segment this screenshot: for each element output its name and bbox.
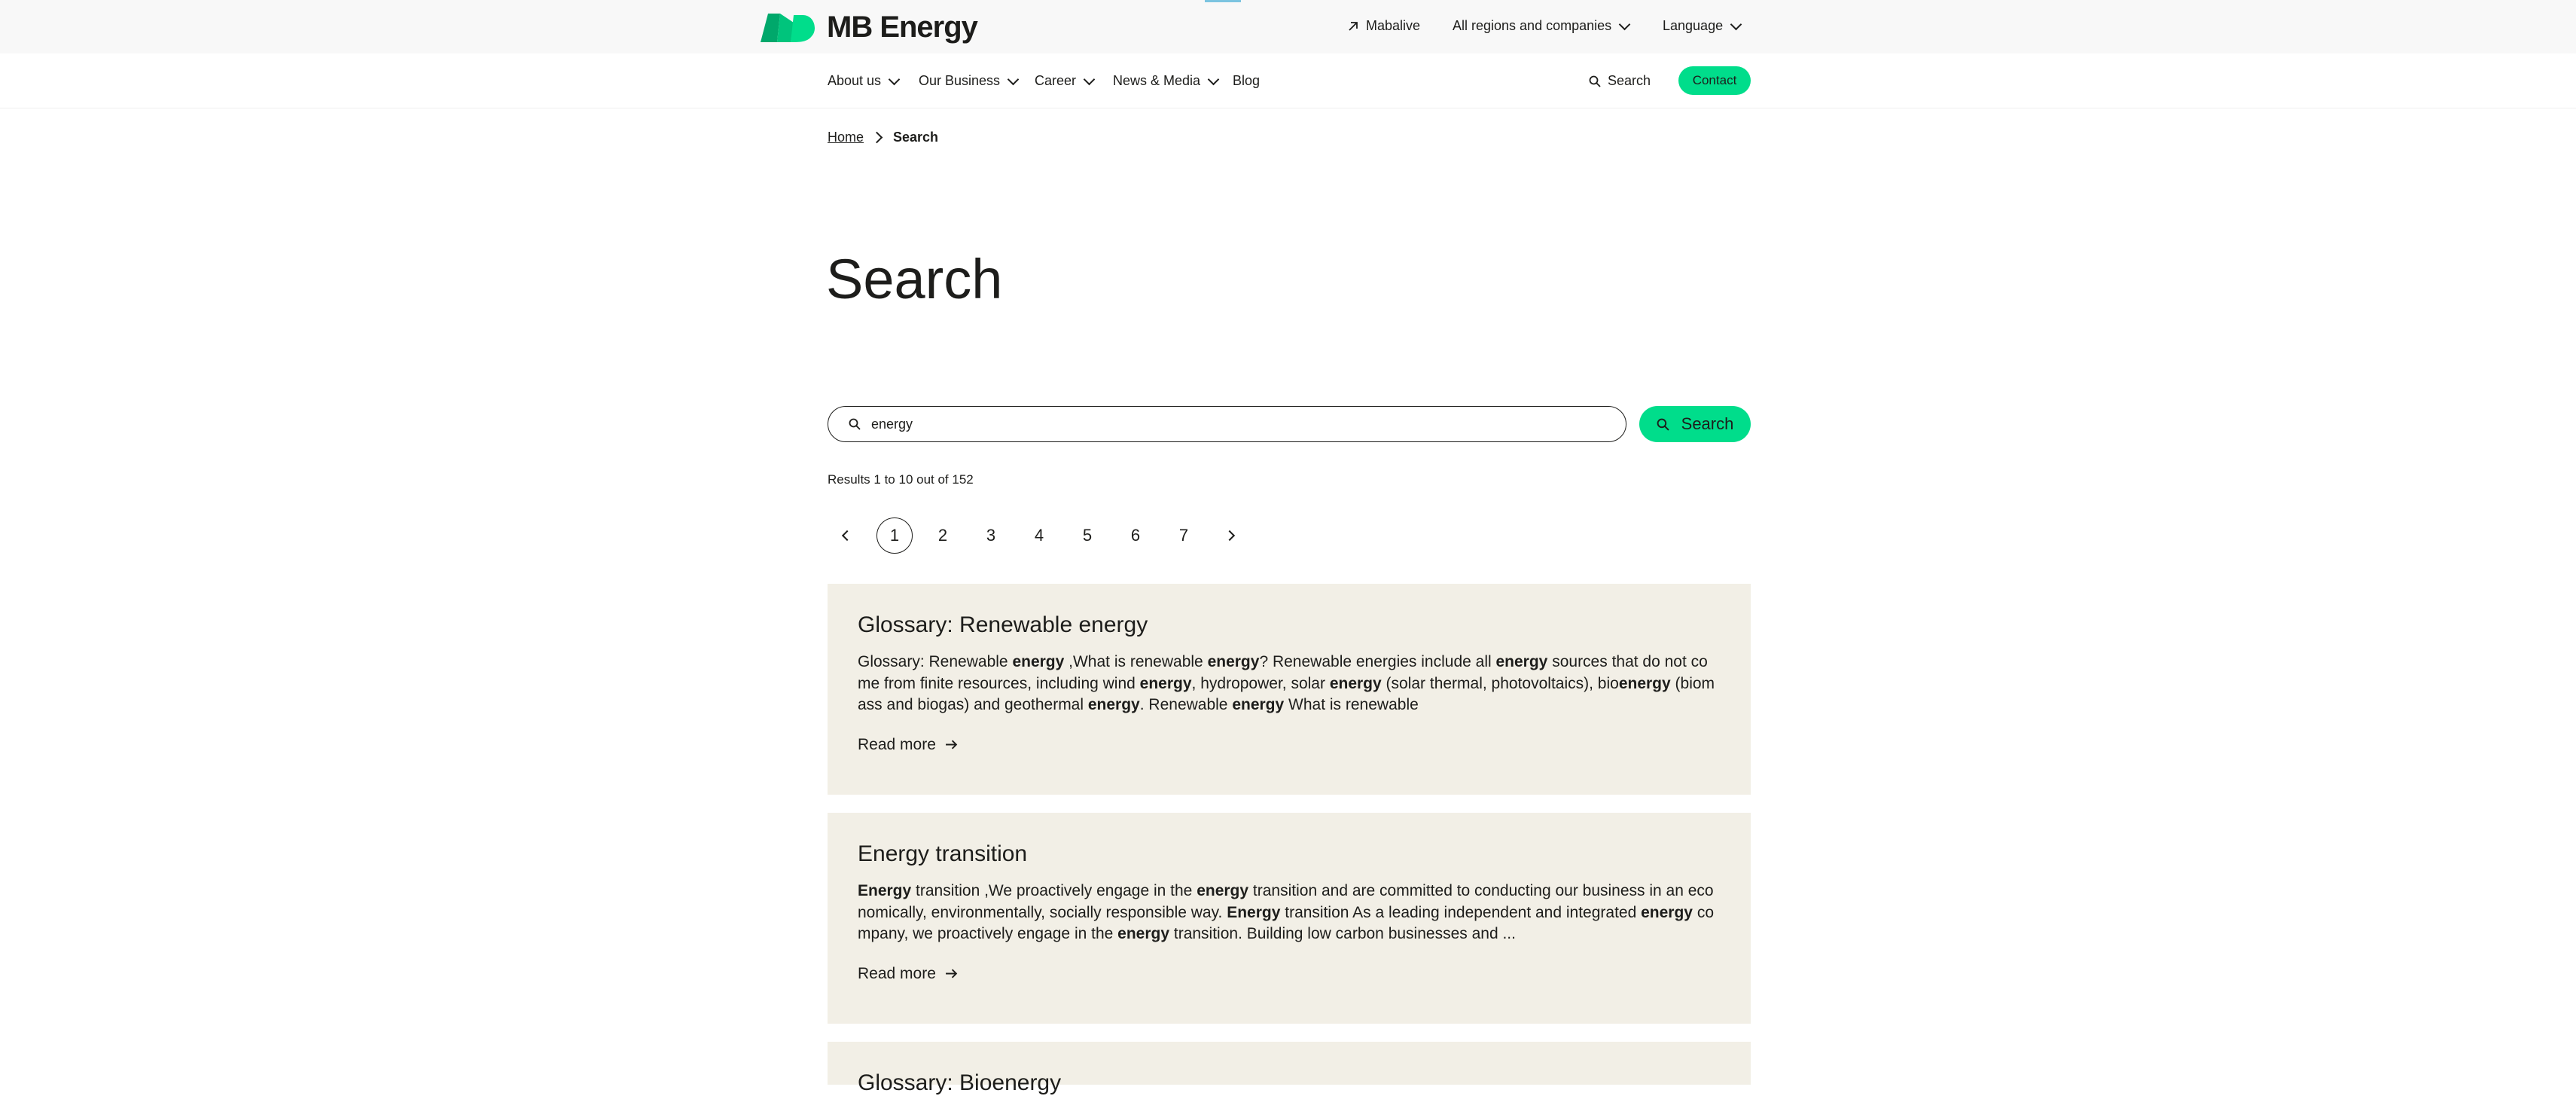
nav-item-label: Career bbox=[1035, 73, 1077, 88]
highlighted-term: energy bbox=[1012, 653, 1065, 670]
chevron-down-icon bbox=[1730, 18, 1742, 30]
highlighted-term: energy bbox=[1087, 696, 1140, 713]
page-button-5[interactable]: 5 bbox=[1082, 526, 1093, 545]
utility-bar bbox=[0, 0, 2576, 53]
brand-name: MB Energy bbox=[827, 11, 977, 44]
chevron-down-icon bbox=[1619, 18, 1631, 30]
result-excerpt bbox=[858, 881, 1721, 945]
nav-item-our-business[interactable] bbox=[919, 73, 1017, 89]
nav-item-label: About us bbox=[828, 73, 882, 88]
excerpt-text: company, we proactively engage in the bbox=[858, 903, 1714, 942]
chevron-right-icon bbox=[1224, 530, 1235, 541]
nav-item-blog[interactable] bbox=[1233, 73, 1260, 89]
excerpt-text: , hydropower, solar bbox=[1191, 674, 1330, 692]
result-title[interactable]: Glossary: Renewable energy bbox=[858, 612, 1148, 637]
top-accent-line bbox=[1205, 0, 1241, 2]
search-input[interactable] bbox=[871, 417, 1594, 432]
search-field[interactable] bbox=[828, 406, 1626, 442]
chevron-down-icon bbox=[1008, 73, 1020, 85]
excerpt-text: Glossary: Renewable bbox=[858, 653, 1013, 670]
arrow-right-icon bbox=[945, 967, 958, 980]
nav-item-label: Blog bbox=[1233, 73, 1261, 88]
result-card bbox=[828, 584, 1751, 795]
nav-item-label: Our Business bbox=[919, 73, 1001, 88]
result-title[interactable]: Energy transition bbox=[858, 841, 1028, 866]
mb-energy-logo-icon bbox=[761, 12, 816, 44]
chevron-down-icon bbox=[1084, 73, 1096, 85]
main-nav bbox=[0, 53, 2576, 108]
chevron-left-icon bbox=[842, 530, 852, 541]
page-button-6[interactable]: 6 bbox=[1130, 526, 1141, 545]
highlighted-term: energy bbox=[1641, 903, 1693, 921]
search-icon bbox=[1589, 75, 1601, 87]
breadcrumb-current: Search bbox=[893, 130, 939, 145]
excerpt-text: What is renewable bbox=[1284, 696, 1419, 713]
mabalive-link[interactable] bbox=[1347, 18, 1420, 34]
search-button-label: Search bbox=[1681, 414, 1734, 433]
page-button-3[interactable]: 3 bbox=[986, 526, 996, 545]
mabalive-label: Mabalive bbox=[1366, 18, 1421, 33]
highlighted-term: energy bbox=[1207, 653, 1260, 670]
result-title[interactable]: Glossary: Bioenergy bbox=[858, 1070, 1062, 1095]
page-button-4[interactable]: 4 bbox=[1034, 526, 1044, 545]
brand-logo[interactable] bbox=[761, 11, 977, 44]
excerpt-text: transition and are committed to conducting our business in an economically, environmentally, socially responsible way. bbox=[858, 882, 1714, 921]
highlighted-term: energy bbox=[1197, 882, 1249, 899]
contact-button[interactable]: Contact bbox=[1678, 66, 1751, 95]
breadcrumb-home-link[interactable]: Home bbox=[828, 130, 864, 145]
search-button[interactable] bbox=[1639, 406, 1751, 442]
highlighted-term: energy bbox=[1618, 674, 1671, 692]
excerpt-text: (biomass and biogas) and geothermal bbox=[858, 674, 1715, 713]
page-button-2[interactable]: 2 bbox=[937, 526, 948, 545]
highlighted-term: energy bbox=[1329, 674, 1382, 692]
arrow-right-icon bbox=[945, 738, 958, 751]
nav-search-link[interactable] bbox=[1589, 73, 1651, 89]
breadcrumb bbox=[828, 130, 938, 145]
result-card bbox=[828, 1042, 1751, 1095]
nav-item-career[interactable] bbox=[1035, 73, 1093, 89]
page-title: Search bbox=[826, 248, 1003, 310]
highlighted-term: Energy bbox=[1227, 903, 1281, 921]
page-button-7[interactable]: 7 bbox=[1178, 526, 1189, 545]
excerpt-text: transition As a leading independent and integrated bbox=[1280, 903, 1642, 921]
read-more-link[interactable] bbox=[858, 965, 1721, 983]
result-excerpt bbox=[858, 652, 1721, 716]
highlighted-term: energy bbox=[1232, 696, 1285, 713]
regions-label: All regions and companies bbox=[1453, 18, 1612, 33]
chevron-down-icon bbox=[1208, 73, 1220, 85]
read-more-link[interactable] bbox=[858, 736, 1721, 754]
results-summary: Results 1 to 10 out of 152 bbox=[828, 472, 974, 487]
excerpt-text: ,What is renewable bbox=[1064, 653, 1208, 670]
search-icon bbox=[849, 418, 861, 430]
arrow-up-right-icon bbox=[1347, 20, 1359, 32]
excerpt-text: transition ,We proactively engage in the bbox=[911, 882, 1197, 899]
chevron-down-icon bbox=[889, 73, 901, 85]
nav-item-news-media[interactable] bbox=[1113, 73, 1218, 89]
highlighted-term: energy bbox=[1139, 674, 1192, 692]
excerpt-text: ? Renewable energies include all bbox=[1259, 653, 1496, 670]
search-icon bbox=[1657, 418, 1669, 431]
chevron-right-icon bbox=[871, 132, 883, 144]
excerpt-text: sources that do not come from finite resources, including wind bbox=[858, 653, 1708, 692]
nav-item-label: News & Media bbox=[1113, 73, 1201, 88]
excerpt-text: (solar thermal, photovoltaics), bio bbox=[1381, 674, 1619, 692]
regions-dropdown[interactable] bbox=[1453, 18, 1629, 34]
pagination-prev-button[interactable] bbox=[839, 529, 852, 542]
highlighted-term: energy bbox=[1117, 925, 1170, 942]
excerpt-text: . Renewable bbox=[1139, 696, 1233, 713]
highlighted-term: Energy bbox=[858, 882, 912, 899]
excerpt-text: transition. Building low carbon businesses and ... bbox=[1169, 925, 1516, 942]
pagination-next-button[interactable] bbox=[1224, 529, 1238, 542]
read-more-label: Read more bbox=[858, 964, 936, 982]
page-button-1[interactable]: 1 bbox=[876, 517, 913, 554]
highlighted-term: energy bbox=[1495, 653, 1548, 670]
nav-search-label: Search bbox=[1608, 73, 1651, 88]
nav-item-about-us[interactable] bbox=[828, 73, 898, 89]
read-more-label: Read more bbox=[858, 735, 936, 753]
result-card bbox=[828, 813, 1751, 1024]
language-label: Language bbox=[1663, 18, 1724, 33]
language-dropdown[interactable] bbox=[1663, 18, 1740, 34]
